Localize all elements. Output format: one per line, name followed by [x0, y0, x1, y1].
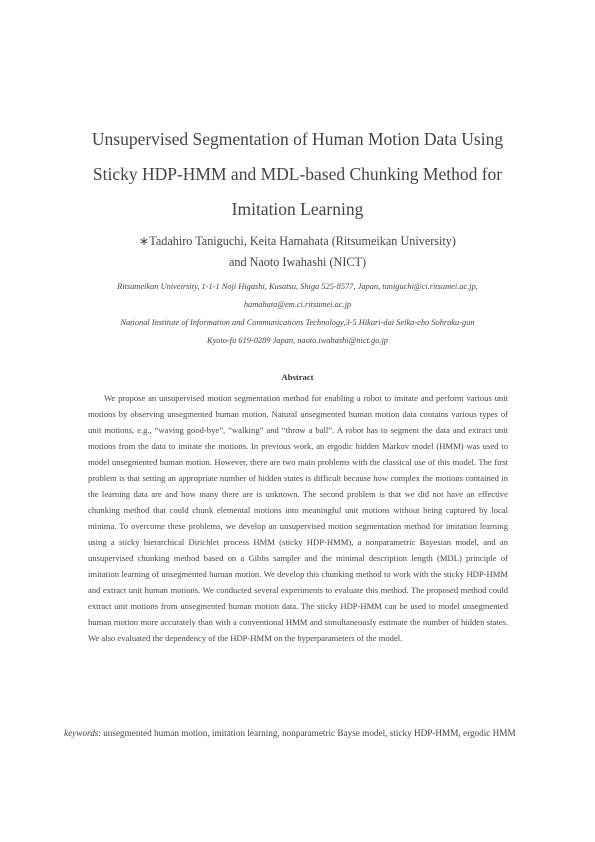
title-line: Sticky HDP-HMM and MDL-based Chunking Method for [92, 164, 503, 184]
keywords-text: : unsegmented human motion, imitation learning, nonparametric Bayse model, sticky HDP-HMM, ergodic HMM [98, 728, 516, 738]
author-line: ∗Tadahiro Taniguchi, Keita Hamahata (Ritsumeikan University) [139, 234, 456, 248]
abstract-body: We propose an unsupervised motion segmentation method for enabling a robot to imitate and perform various unit motions by observing unsegmented human motion. Natural unsegmented human motion data contains various types of unit motions, e.g., “waving good-bye”, “walking” and “throw a ball”. A robot has to segment the data and extract unit motions from the data to imitate the motions. In previous work, an ergodic hidden Markov model (HMM) was used to model unsegmented human motion. However, there are two main problems with the classical use of this model. The first problem is that setting an appropriate number of hidden states is difficult because how complex the motions contained in the learning data are and how many there are is unknown. The second problem is that we did not have an effective chunking method that could chunk elemental motions into meaningful unit motions without being captured by local minima. To overcome these problems, we develop an unsupervised motion segmentation method for imitation learning using a sticky hierarchical Dirichlet process HMM (sticky HDP-HMM), a nonparametric Bayesian model, and an unsupervised chunking method based on a Gibbs sampler and the minimal description length (MDL) principle of imitation learning of unsegmented human motion. We develop this chunking method to work with the sticky HDP-HMM and extract unit human motions. We conducted several experiments to evaluate this method. The proposed method could extract unit motions from unsegmented human motion data. The sticky HDP-HMM can be used to model unsegmented human motion more accurately than with a conventional HMM and simultaneously estimate the number of hidden states. We also evaluated the dependency of the HDP-HMM on the hyperparameters of the model. [88, 393, 508, 643]
affiliation-line: Ritsumeikan Univeirsity, 1-1-1 Noji Higashi, Kusatsu, Shiga 525-8577, Japan, taniguchi@ci.ritsumei.ac.jp, [117, 282, 478, 291]
keywords-label: keywords [64, 728, 99, 738]
affiliation-line: Kyoto-fu 619-0289 Japan, naoto.iwahashi@nict.go.jp [206, 336, 388, 345]
title-line: Imitation Learning [231, 199, 364, 219]
affiliation-line: hamahata@em.ci.ritsumei.ac.jp [243, 300, 352, 309]
author-line: and Naoto Iwahashi (NICT) [228, 255, 367, 269]
affiliations [30, 278, 565, 350]
author-list [40, 231, 555, 273]
abstract-heading: Abstract [281, 372, 314, 382]
title-line: Unsupervised Segmentation of Human Motion Data Using [91, 129, 504, 149]
paper-title [40, 122, 555, 227]
keywords [64, 725, 516, 742]
affiliation-line: National Institute of Information and Communications Technology,3-5 Hikari-dai Seika-cho Sohraku-gun [120, 318, 475, 327]
